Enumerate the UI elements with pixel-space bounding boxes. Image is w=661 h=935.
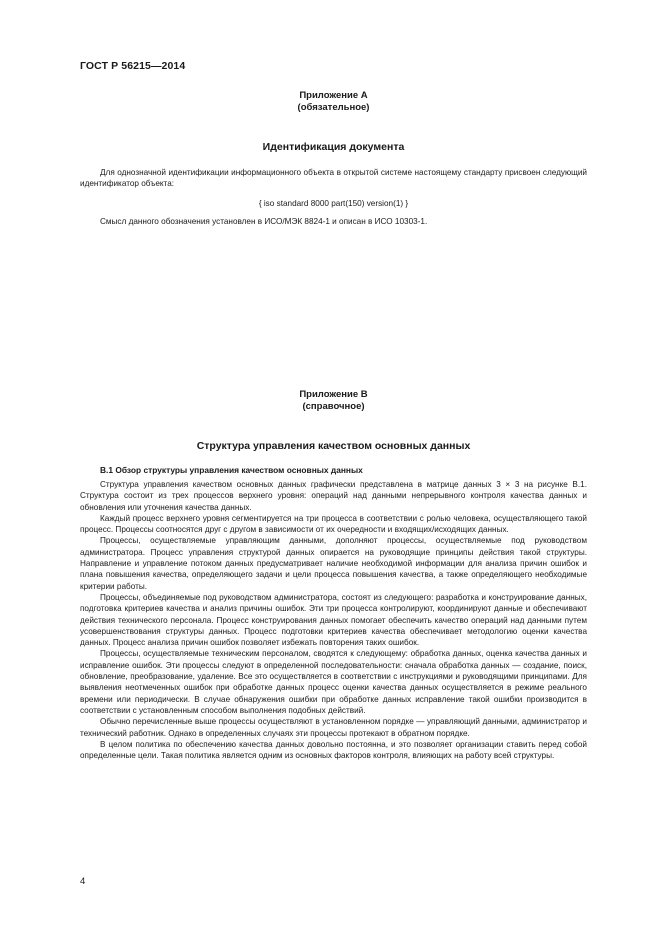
paragraph: Каждый процесс верхнего уровня сегментируется на три процесса в соответствии с ролью человека, осуществляющего такой процесс. Процессы соотносятся друг с другом в зависимости от их очередности и входящих/исходящих данных. bbox=[80, 513, 587, 535]
paragraph: Процессы, осуществляемые управляющим данными, дополняют процессы, осуществляемые под руководством администратора. Процесс управления структурой данных опирается на руководящие принципы действия такой структуры. Направление и управление потоком данных предусматривает наличие необходимой информации для анализа причин ошибок и плана повышения качества, определяющего задачи и цели процесса повышения качества, а также определяющего необходимые критерии работы. bbox=[80, 536, 587, 591]
annex-b-title: Приложение В bbox=[299, 389, 368, 400]
annex-a-meaning bbox=[80, 216, 587, 227]
annex-a-intro-paragraph: Для однозначной идентификации информационного объекта в открытой системе настоящему стандарту присвоен следующий идентификатор объекта: bbox=[80, 168, 587, 189]
annex-a-header bbox=[80, 90, 587, 114]
annex-b-header bbox=[80, 389, 587, 413]
annex-b-body bbox=[80, 479, 587, 761]
annex-a-heading: Идентификация документа bbox=[262, 141, 405, 153]
page-number: 4 bbox=[80, 876, 86, 887]
object-identifier: { iso standard 8000 part(150) version(1) } bbox=[258, 199, 409, 208]
paragraph: Процессы, объединяемые под руководством администратора, состоят из следующего: разработка и конструирование данных, подготовка критериев качества и анализ причины ошибок. Эти три процесса контролируют, координируют данные и обеспечивают действия технического персонала. Процесс конструирования данных помогает обеспечить качество операций над данными путем усовершенствования структуры данных. Процесс подготовки критериев качества обеспечивает методологию оценки качества данных. Процесс анализа причин ошибок позволяет избежать повторения таких ошибок. bbox=[80, 592, 587, 648]
paragraph: Структура управления качеством основных данных графически представлена в матрице данных 3 × 3 на рисунке В.1. Структура состоит из трех процессов верхнего уровня: операций над данными непрерывного контроля качества данных и обновления или уточнения качества данных. bbox=[80, 480, 587, 512]
subsection-b1-title: В.1 Обзор структуры управления качеством основных данных bbox=[100, 465, 363, 475]
annex-a-intro bbox=[80, 167, 587, 190]
annex-a-meaning-paragraph: Смысл данного обозначения установлен в ИСО/МЭК 8824-1 и описан в ИСО 10303-1. bbox=[100, 217, 428, 226]
annex-b-status: (справочное) bbox=[302, 401, 365, 412]
paragraph: В целом политика по обеспечению качества данных довольно постоянна, и это позволяет организации ставить перед собой определенные цели. Такая политика является одним из основных факторов контроля, влияющих на работу всей структуры. bbox=[80, 739, 587, 761]
document-code: ГОСТ Р 56215—2014 bbox=[80, 60, 186, 72]
annex-a-title: Приложение А bbox=[299, 90, 368, 101]
paragraph: Процессы, осуществляемые техническим персоналом, сводятся к следующему: обработка данных, оценка качества данных и исправление ошибок. Эти процессы следуют в определенной последовательности: сначала обработка данных — создание, поиск, обновление, преобразование, удаление. Все это осуществляется в соответствии с инструкциями и руководящими принципами. Для выявления неотмеченных ошибок при обработке данных процесс оценки качества данных осуществляется в режиме реального времени или периодически. В случае обнаружения ошибки при обработке данных исправление такой ошибки производится в соответствии с установленным способом выполнения подобных действий. bbox=[80, 649, 587, 715]
annex-b-heading: Структура управления качеством основных данных bbox=[196, 440, 471, 452]
annex-a-status: (обязательное) bbox=[297, 102, 370, 113]
paragraph: Обычно перечисленные выше процессы осуществляют в установленном порядке — управляющий данными, администратор и технический работник. Однако в определенных случаях эти процессы протекают в обратном порядке. bbox=[80, 717, 587, 738]
